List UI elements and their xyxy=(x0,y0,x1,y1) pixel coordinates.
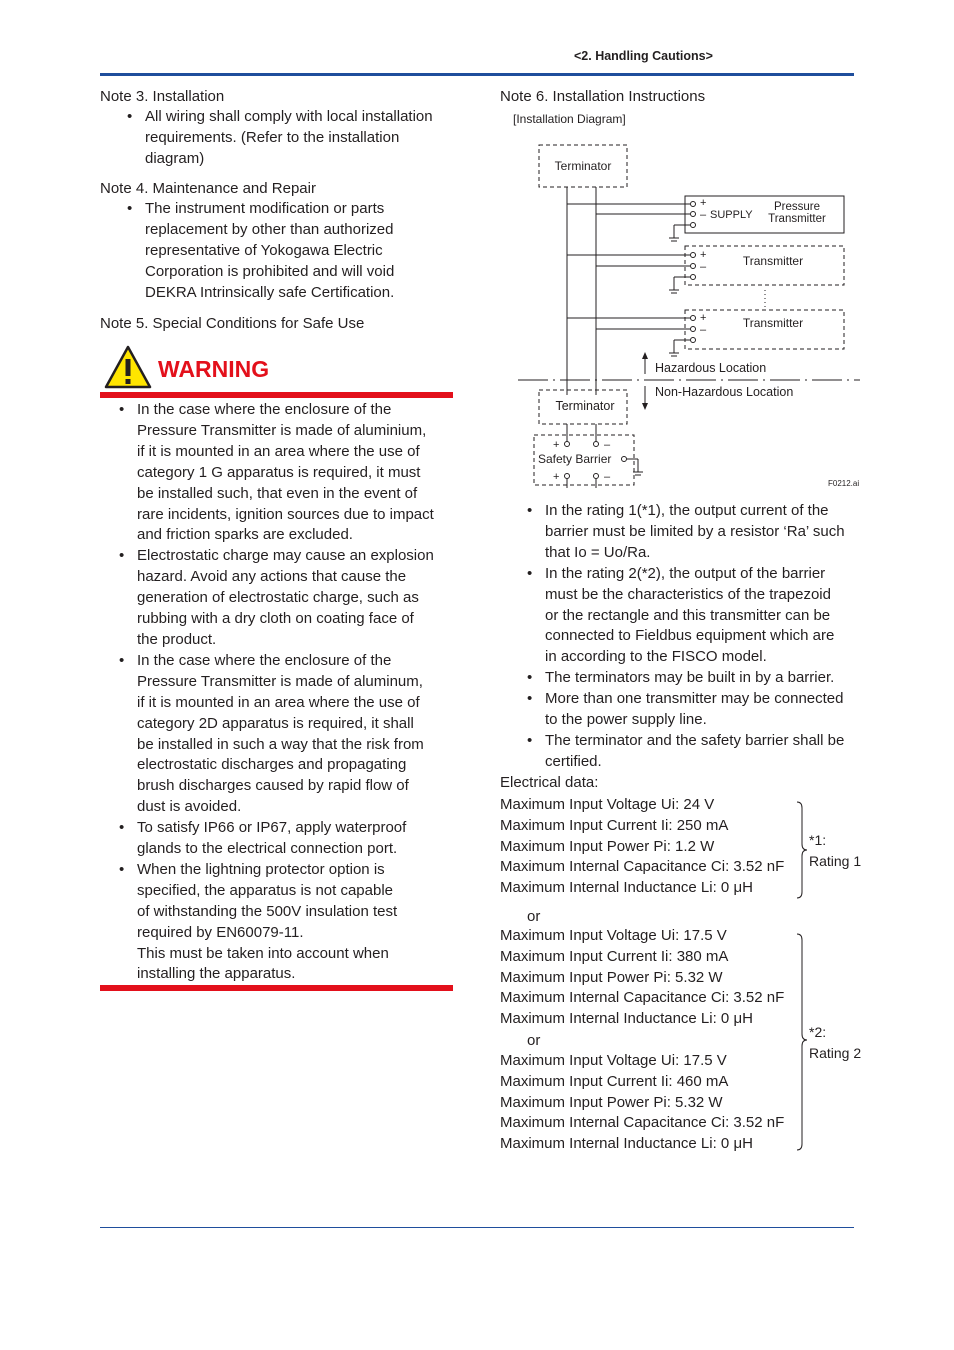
spec-line: Maximum Input Power Pi: 5.32 W xyxy=(500,968,723,986)
header-rule xyxy=(100,73,854,76)
note4-title: Note 4. Maintenance and Repair xyxy=(100,180,316,197)
text-line: • In the rating 2(*2), the output of the barrier xyxy=(545,564,826,582)
text-line: This must be taken into account when xyxy=(137,944,389,962)
rating2-name: Rating 2 xyxy=(809,1045,862,1061)
spec-line: Maximum Internal Inductance Li: 0 μH xyxy=(500,1010,753,1028)
rating2-label xyxy=(809,1022,861,1064)
minus-sign: – xyxy=(700,324,707,336)
or-label: or xyxy=(527,1032,541,1049)
note6-title: Note 6. Installation Instructions xyxy=(500,88,706,105)
warning-icon xyxy=(104,345,152,389)
text-line: dust is avoided. xyxy=(137,798,242,816)
rating2-ref: *2: xyxy=(809,1024,827,1040)
spec-line: Maximum Input Current Ii: 460 mA xyxy=(500,1072,729,1090)
minus-sign: – xyxy=(604,471,611,483)
spec-line: Maximum Internal Capacitance Ci: 3.52 nF xyxy=(500,858,785,876)
text-line: • In the case where the enclosure of the xyxy=(137,651,392,669)
text-line: to the power supply line. xyxy=(545,711,707,729)
text-line: requirements. (Refer to the installation xyxy=(145,128,400,146)
text-line: Pressure Transmitter is made of aluminum, xyxy=(137,672,423,690)
note3-bullet xyxy=(145,107,433,170)
plus-sign: + xyxy=(553,439,560,451)
electrical-data-title: Electrical data: xyxy=(500,774,599,791)
text-line: • The terminators may be built in by a barrier. xyxy=(545,669,835,687)
section-header: <2. Handling Cautions> xyxy=(574,49,713,63)
transmitter-3-label: Transmitter xyxy=(742,316,804,330)
text-line: electrostatic discharges and propagating xyxy=(137,756,407,774)
spec-line: Maximum Input Power Pi: 1.2 W xyxy=(500,837,715,855)
text-line: certified. xyxy=(545,752,602,770)
spec-line: Maximum Internal Inductance Li: 0 μH xyxy=(500,879,753,897)
spec-line: Maximum Input Voltage Ui: 17.5 V xyxy=(500,1052,727,1069)
footer-rule xyxy=(100,1227,854,1228)
hazardous-label: Hazardous Location xyxy=(655,361,767,375)
warning-top-bar xyxy=(100,392,453,398)
text-line: specified, the apparatus is not capable xyxy=(137,881,394,899)
spec-line: Maximum Input Power Pi: 5.32 W xyxy=(500,1093,723,1111)
text-line: • To satisfy IP66 or IP67, apply waterproof xyxy=(137,819,407,837)
list-item xyxy=(137,818,434,860)
text-line: • More than one transmitter may be connected xyxy=(545,690,844,708)
installation-diagram xyxy=(510,140,866,492)
list-item xyxy=(545,564,845,669)
text-line: that Io = Uo/Ra. xyxy=(545,543,651,561)
text-line: be installed in such a way that the risk from xyxy=(137,735,424,753)
text-line: brush discharges caused by rapid flow of xyxy=(137,777,409,795)
text-line: the product. xyxy=(137,630,217,648)
list-item xyxy=(545,731,845,773)
rating1-label xyxy=(809,830,861,872)
text-line: installing the apparatus. xyxy=(137,965,296,983)
list-item xyxy=(545,689,845,731)
spec-line: Maximum Input Voltage Ui: 17.5 V xyxy=(500,927,727,944)
plus-sign: + xyxy=(700,312,707,324)
minus-sign: – xyxy=(700,261,707,273)
plus-sign: + xyxy=(700,197,707,209)
text-line: required by EN60079-11. xyxy=(137,923,304,941)
text-line: category 1 G apparatus is required, it must xyxy=(137,463,421,481)
text-line: be installed such, that even in the event of xyxy=(137,484,418,502)
terminator-bottom-label: Terminator xyxy=(555,399,615,413)
rating1-name: Rating 1 xyxy=(809,853,862,869)
text-line: • The terminator and the safety barrier shall be xyxy=(545,731,845,749)
text-line: must be the characteristics of the trapezoid xyxy=(545,585,831,603)
text-line: diagram) xyxy=(145,149,205,167)
rating2b-block xyxy=(500,1051,784,1155)
text-line: • Electrostatic charge may cause an explosion xyxy=(137,547,434,565)
text-line: barrier must be limited by a resistor ‘Ra’ such xyxy=(545,522,845,540)
spec-line: Maximum Input Voltage Ui: 24 V xyxy=(500,796,715,813)
text-line: in according to the FISCO model. xyxy=(545,648,767,666)
instructions-list xyxy=(545,501,845,773)
text-line: rare incidents, ignition sources due to impact xyxy=(137,505,434,523)
non-hazardous-label: Non-Hazardous Location xyxy=(655,385,794,399)
brace-rating1 xyxy=(795,800,809,900)
warning-title: WARNING xyxy=(158,356,270,382)
safety-barrier-label: Safety Barrier xyxy=(538,452,612,466)
spec-line: Maximum Internal Capacitance Ci: 3.52 nF xyxy=(500,989,785,1007)
spec-line: Maximum Input Current Ii: 380 mA xyxy=(500,947,729,965)
note5-title: Note 5. Special Conditions for Safe Use xyxy=(100,315,365,332)
pressure-label: Pressure xyxy=(773,201,821,213)
spec-line: Maximum Input Current Ii: 250 mA xyxy=(500,816,729,834)
text-line: hazard. Avoid any actions that cause the xyxy=(137,568,407,586)
note4-list xyxy=(145,199,394,304)
text-line: • In the rating 1(*1), the output current of the xyxy=(545,502,829,519)
text-line: replacement by other than authorized xyxy=(145,220,394,238)
text-line: • When the lightning protector option is xyxy=(137,860,385,878)
terminator-top-label: Terminator xyxy=(554,159,612,173)
text-line: glands to the electrical connection port. xyxy=(137,840,398,858)
diagram-caption: [Installation Diagram] xyxy=(513,112,626,126)
text-line: Pressure Transmitter is made of aluminium, xyxy=(137,421,427,439)
text-line: representative of Yokogawa Electric xyxy=(145,241,383,259)
text-line: Corporation is prohibited and will void xyxy=(145,262,395,280)
list-item xyxy=(137,546,434,651)
rating2a-block xyxy=(500,926,784,1030)
note3-title: Note 3. Installation xyxy=(100,88,225,105)
spec-line: Maximum Internal Inductance Li: 0 μH xyxy=(500,1135,753,1153)
warning-list xyxy=(137,400,434,985)
minus-sign: – xyxy=(604,439,611,451)
plus-sign: + xyxy=(553,471,560,483)
brace-rating2 xyxy=(795,932,809,1152)
text-line: of withstanding the 500V insulation test xyxy=(137,902,398,920)
text-line: or the rectangle and this transmitter can be xyxy=(545,606,831,624)
text-line: rubbing with a dry cloth on coating face of xyxy=(137,610,414,628)
text-line: • The instrument modification or parts xyxy=(145,200,385,217)
text-line: if it is mounted in an area where the use of xyxy=(137,693,420,711)
minus-sign: – xyxy=(700,209,707,221)
text-line: • In the case where the enclosure of the xyxy=(137,401,392,418)
supply-label: SUPPLY xyxy=(710,209,753,221)
warning-bottom-bar xyxy=(100,985,453,991)
note3-list xyxy=(145,107,433,170)
text-line: connected to Fieldbus equipment which are xyxy=(545,627,835,645)
transmitter-2-label: Transmitter xyxy=(742,254,804,268)
file-label: F0212.ai xyxy=(828,479,860,488)
text-line: generation of electrostatic charge, such as xyxy=(137,589,419,607)
list-item xyxy=(545,668,845,689)
list-item xyxy=(545,501,845,564)
plus-sign: + xyxy=(700,249,707,261)
text-line: • All wiring shall comply with local installation xyxy=(145,108,433,125)
list-item xyxy=(137,400,434,546)
transmitter-label: Transmitter xyxy=(768,213,826,225)
list-item xyxy=(137,860,434,985)
text-line: DEKRA Intrinsically safe Certification. xyxy=(145,283,395,301)
rating1-block xyxy=(500,795,784,899)
text-line: category 2D apparatus is required, it shall xyxy=(137,714,414,732)
spec-line: Maximum Internal Capacitance Ci: 3.52 nF xyxy=(500,1114,785,1132)
or-label: or xyxy=(527,908,541,925)
list-item xyxy=(137,651,434,818)
note4-bullet xyxy=(145,199,394,304)
text-line: and friction sparks are excluded. xyxy=(137,526,353,544)
rating1-ref: *1: xyxy=(809,832,827,848)
text-line: if it is mounted in an area where the use of xyxy=(137,442,420,460)
